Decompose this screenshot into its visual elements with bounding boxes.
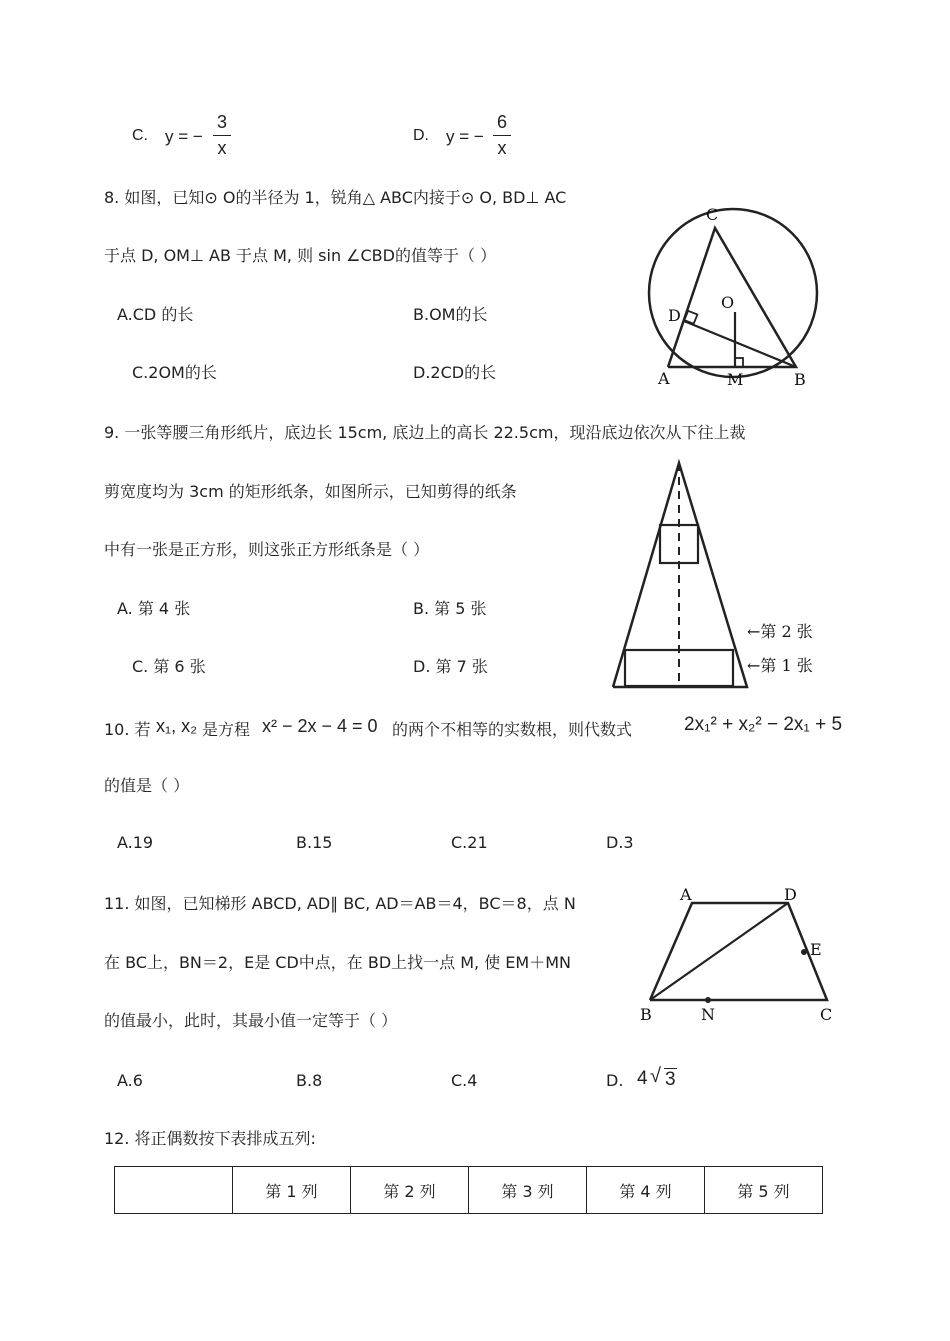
q11-option-c: C.4 xyxy=(451,1071,478,1090)
q9-option-d: D. 第 7 张 xyxy=(413,657,488,676)
q11-line3: 的值最小，此时，其最小值一定等于（ ） xyxy=(104,1011,398,1030)
q8-label-d: D xyxy=(668,306,681,325)
q9-option-c: C. 第 6 张 xyxy=(132,657,206,676)
q11-trapezoid xyxy=(650,903,827,1000)
q10-option-b: B.15 xyxy=(296,833,333,852)
q8-right-angle-m xyxy=(735,358,743,367)
q11-option-b: B.8 xyxy=(296,1071,323,1090)
q11-point-n xyxy=(705,997,711,1003)
q7-option-d-lhs: y = − xyxy=(446,127,484,146)
q7-option-d-numerator: 6 xyxy=(496,112,507,132)
q9-line3: 中有一张是正方形，则这张正方形纸条是（ ） xyxy=(104,540,430,559)
q8-option-c: C.2OM的长 xyxy=(132,363,217,382)
q8-option-b: B.OM的长 xyxy=(413,305,488,324)
q11-label-e: E xyxy=(810,940,822,959)
q8-option-a: A.CD 的长 xyxy=(117,305,194,324)
table-header-blank xyxy=(115,1167,233,1214)
q9-option-b: B. 第 5 张 xyxy=(413,599,487,618)
q11-option-d-radicand: 3 xyxy=(665,1069,676,1090)
q9-triangle-figure xyxy=(605,455,830,695)
q10-mid: 是方程 xyxy=(202,720,251,739)
q10-equation: x² − 2x − 4 = 0 xyxy=(262,716,378,736)
q12-column-table xyxy=(114,1166,823,1214)
q9-label-strip-1: ←第 1 张 xyxy=(747,656,813,675)
q11-trapezoid-figure xyxy=(636,885,836,1025)
q9-line2: 剪宽度均为 3cm 的矩形纸条，如图所示，已知剪得的纸条 xyxy=(104,482,517,501)
q11-sqrt-symbol: √ xyxy=(650,1065,661,1087)
table-header-col5: 第 5 列 xyxy=(705,1167,823,1214)
table-row xyxy=(115,1167,823,1214)
q9-square-strip xyxy=(660,525,698,563)
q10-line2: 的值是（ ） xyxy=(104,776,190,795)
q11-label-a: A xyxy=(680,885,692,904)
q7-option-c-fraction xyxy=(213,112,231,159)
q10-suffix: 的两个不相等的实数根，则代数式 xyxy=(392,720,633,739)
q7-option-d-denominator: x xyxy=(497,138,507,158)
q8-label-c: C xyxy=(706,205,719,224)
q11-label-b: B xyxy=(640,1005,652,1024)
q12-line1: 12. 将正偶数按下表排成五列: xyxy=(104,1129,316,1148)
q7-option-d-label: D. xyxy=(413,127,429,144)
q7-option-c-lhs: y = − xyxy=(165,127,203,146)
table-header-col1: 第 1 列 xyxy=(233,1167,351,1214)
table-header-col2: 第 2 列 xyxy=(351,1167,469,1214)
q7-option-c-numerator: 3 xyxy=(216,112,227,132)
q9-label-strip-2: ←第 2 张 xyxy=(747,622,813,641)
q8-line2: 于点 D, OM⊥ AB 于点 M, 则 sin ∠CBD的值等于（ ） xyxy=(104,246,497,265)
q10-prefix: 10. 若 xyxy=(104,720,151,739)
q8-line1: 8. 如图，已知⊙ O的半径为 1，锐角△ ABC内接于⊙ O, BD⊥ AC xyxy=(104,188,567,207)
q10-option-c: C.21 xyxy=(451,833,488,852)
q11-label-d: D xyxy=(784,885,797,904)
q8-circle-figure xyxy=(640,200,830,390)
q10-roots: x₁, x₂ xyxy=(156,716,198,736)
q8-segment-bd xyxy=(684,321,796,367)
q7-option-c-denominator: x xyxy=(217,138,227,158)
q11-option-d-coef: 4 xyxy=(637,1068,648,1089)
q10-option-a: A.19 xyxy=(117,833,154,852)
q9-option-a: A. 第 4 张 xyxy=(117,599,191,618)
q11-line1: 11. 如图，已知梯形 ABCD, AD∥ BC, AD＝AB＝4，BC＝8，点 N xyxy=(104,894,576,913)
q11-label-n: N xyxy=(701,1005,715,1024)
q7-option-c-label: C. xyxy=(132,127,148,144)
table-header-col4: 第 4 列 xyxy=(587,1167,705,1214)
q11-point-e xyxy=(801,949,807,955)
q10-expression: 2x₁² + x₂² − 2x₁ + 5 xyxy=(684,714,843,735)
q11-option-d-label: D. xyxy=(606,1071,624,1090)
q8-label-m: M xyxy=(727,370,744,389)
q9-line1: 9. 一张等腰三角形纸片，底边长 15cm, 底边上的高长 22.5cm，现沿底边依次从下往上裁 xyxy=(104,423,746,442)
q8-label-b: B xyxy=(794,370,806,389)
q10-option-d: D.3 xyxy=(606,833,634,852)
q8-label-o: O xyxy=(721,293,735,312)
q8-option-d: D.2CD的长 xyxy=(413,363,497,382)
q11-label-c: C xyxy=(820,1005,833,1024)
q7-option-d-fraction xyxy=(493,112,511,159)
q8-label-a: A xyxy=(658,369,670,388)
table-header-col3: 第 3 列 xyxy=(469,1167,587,1214)
q11-line2: 在 BC上，BN＝2，E是 CD中点，在 BD上找一点 M, 使 EM＋MN xyxy=(104,953,571,972)
q11-option-a: A.6 xyxy=(117,1071,143,1090)
